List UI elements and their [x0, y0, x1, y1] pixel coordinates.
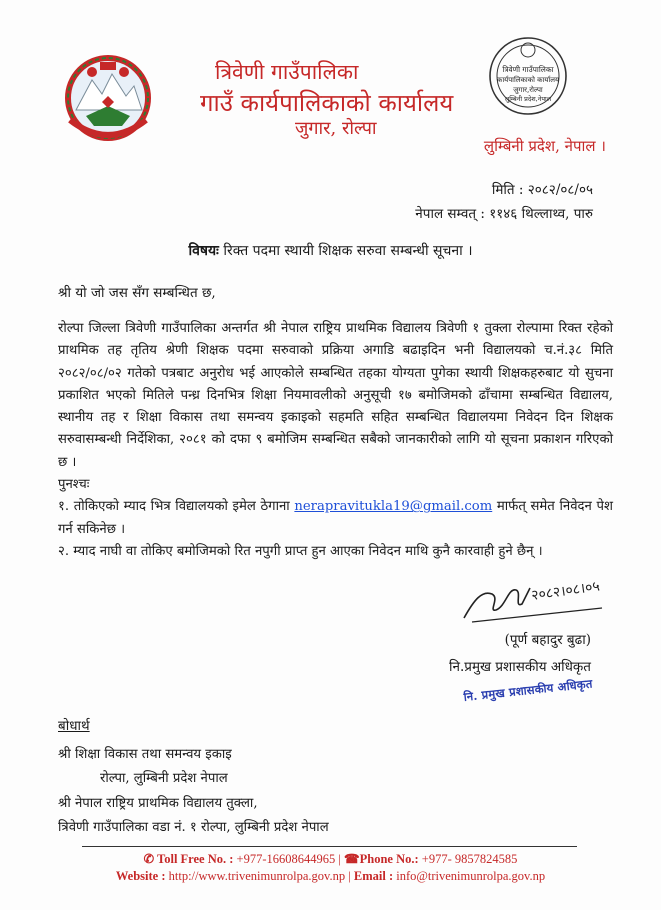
letter-date: मिति : २०८२/०८/०५	[491, 182, 593, 198]
subject-label: विषयः	[188, 243, 219, 259]
website-link[interactable]: http://www.trivenimunrolpa.gov.np	[168, 869, 346, 883]
main-paragraph: रोल्पा जिल्ला त्रिवेणी गाउँपालिका अन्तर्गत श्री नेपाल राष्ट्रिय प्राथमिक विद्यालय त्रिवेणी १ तुक्ला रोल्पामा रिक्त रहेको प्राथमिक तह तृतिय श्रेणी शिक्षक पदमा सरुवाको प्रक्रिया अगाडि बढाइदिन भनी विद्यालयको च.नं.३८ मिति २०८२/०८/०२ गतेको पत्रबाट अनुरोध भई आएकोले सम्बन्धित तहका योग्यता पुगेका स्थायी शिक्षकहरुबाट यो सुचना प्रकाशित भएको मितिले पन्ध्र दिनभित्र शिक्षा नियमावलीको अनुसूची १७ बमोजिमको ढाँचामा सम्बन्धित विद्यालय, स्थानीय तह र शिक्षा विकास तथा समन्वय इकाइको सहमति सहित सम्बन्धित विद्यालयमा निवेदन दिन शिक्षक सरुवासम्बन्धी निर्देशिका, २०८१ को दफा ९ बमोजिम सम्बन्धित सबैको जानकारीको लागि यो सूचना प्रकाशन गरिएको छ ।	[58, 321, 613, 470]
cc-line-3: श्री नेपाल राष्ट्रिय प्राथमिक विद्यालय तुक्ला,	[58, 796, 258, 811]
svg-text:जुगार,रोल्पा: जुगार,रोल्पा	[513, 86, 543, 94]
notice-body	[58, 318, 613, 563]
cc-line-4: त्रिवेणी गाउँपालिका वडा नं. १ रोल्पा, लुम्बिनी प्रदेश नेपाल	[58, 820, 329, 835]
svg-text:कार्यपालिकाको कार्यालय: कार्यपालिकाको कार्यालय	[496, 76, 560, 84]
footer-separator: |	[338, 852, 341, 866]
footer-separator: |	[348, 869, 351, 883]
footer-divider	[82, 846, 577, 847]
province-line: लुम्बिनी प्रदेश, नेपाल ।	[483, 137, 606, 155]
school-email-link[interactable]: nerapravitukla19@gmail.com	[294, 499, 493, 515]
svg-text:त्रिवेणी गाउँपालिका: त्रिवेणी गाउँपालिका	[502, 65, 554, 74]
signatory-name: (पूर्ण बहादुर बुढा)	[504, 632, 591, 648]
point-1	[58, 496, 613, 541]
cc-title: बोधार्थ	[58, 718, 90, 734]
svg-text:लुम्बिनी प्रदेश,नेपाल: लुम्बिनी प्रदेश,नेपाल	[504, 95, 552, 103]
point-1-text-end: मार्फत् समेत निवेदन पेश गर्न सकिनेछ ।	[58, 499, 613, 537]
telephone-icon: ☎	[344, 852, 360, 866]
nepal-government-emblem-icon	[62, 50, 154, 142]
point-2: २. म्याद नाघी वा तोकिए बमोजिमको रित नपुगी प्राप्त हुन आएका निवेदन माथि कुनै कारवाही हुने छैन् ।	[58, 543, 543, 559]
office-name: गाउँ कार्यपालिकाको कार्यालय	[200, 89, 454, 117]
subject-text: रिक्त पदमा स्थायी शिक्षक सरुवा सम्बन्धी सूचना ।	[223, 243, 473, 259]
office-seal-stamp-icon	[476, 28, 586, 128]
website-label: Website :	[115, 869, 166, 883]
cc-line-2: रोल्पा, लुम्बिनी प्रदेश नेपाल	[100, 771, 228, 786]
subject-line	[0, 241, 661, 260]
point-1-text: १. तोकिएको म्याद भित्र विद्यालयको इमेल ठेगाना	[58, 499, 290, 515]
phone-label: Phone No.:	[359, 852, 419, 866]
salutation: श्री यो जो जस सँग सम्बन्धित छ,	[58, 285, 216, 301]
tollfree-number[interactable]: +977-16608644965	[236, 852, 336, 866]
svg-text:२०८२।०८।०५: २०८२।०८।०५	[530, 578, 601, 604]
nepal-samvat-date: नेपाल सम्वत् : ११४६ थिल्लाथ्व, पारु	[415, 206, 593, 222]
office-location: जुगार, रोल्पा	[295, 118, 377, 139]
municipality-name: त्रिवेणी गाउँपालिका	[215, 60, 359, 84]
punashcha-label: पुनश्चः	[58, 477, 90, 493]
office-email-link[interactable]: info@trivenimunrolpa.gov.np	[396, 869, 546, 883]
designation-stamp: नि. प्रमुख प्रशासकीय अधिकृत	[463, 676, 594, 704]
footer-web	[0, 869, 661, 884]
signatory-title: नि.प्रमुख प्रशासकीय अधिकृत	[448, 659, 591, 675]
cc-line-1: श्री शिक्षा विकास तथा समन्वय इकाइ	[58, 747, 232, 762]
email-label: Email :	[353, 869, 394, 883]
phone-receiver-icon: ✆	[143, 852, 155, 866]
footer-contacts	[0, 851, 661, 867]
handwritten-signature-icon	[452, 560, 622, 630]
phone-number[interactable]: +977- 9857824585	[421, 852, 518, 866]
tollfree-label: Toll Free No. :	[157, 852, 234, 866]
